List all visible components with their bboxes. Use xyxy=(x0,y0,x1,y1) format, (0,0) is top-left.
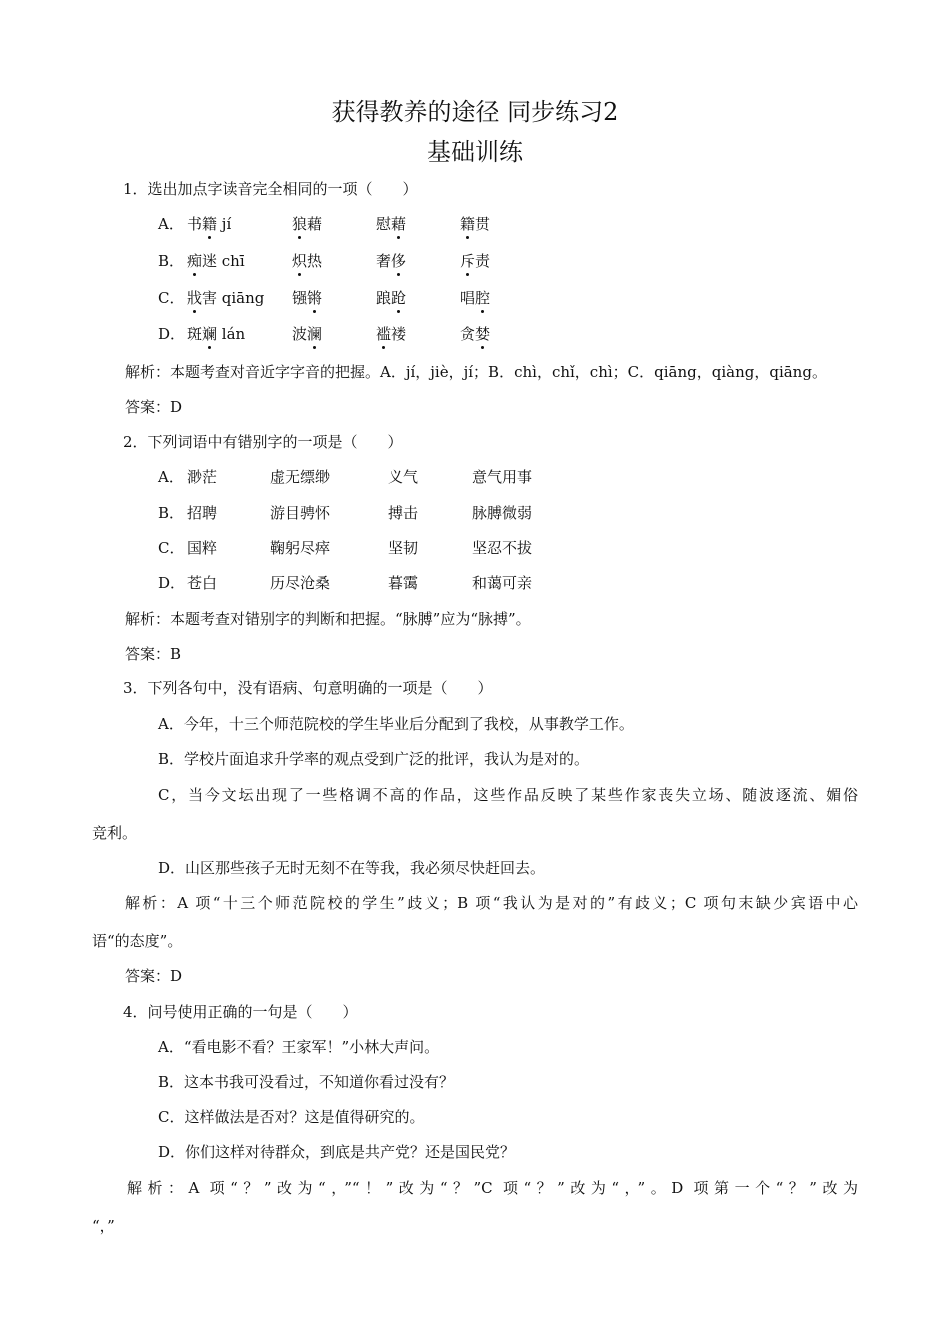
option-word: 招聘 xyxy=(187,504,218,522)
option-letter: B． xyxy=(158,252,185,270)
option-word: 渺茫 xyxy=(187,468,218,486)
option-word: 搏击 xyxy=(388,504,419,522)
option-word: 镪锵 xyxy=(292,289,323,307)
dotted-char: 藉 xyxy=(391,215,407,233)
question-4-option-c: C．这样做法是否对？这是值得研究的。 xyxy=(158,1108,425,1126)
option-word: 和蔼可亲 xyxy=(472,574,533,592)
option-word: 苍白 xyxy=(187,574,218,592)
question-3-option-a: A．今年，十三个师范院校的学生毕业后分配到了我校，从事教学工作。 xyxy=(158,715,634,733)
pinyin: 迷 chī xyxy=(202,252,245,270)
question-3-option-d: D．山区那些孩子无时无刻不在等我，我必须尽快赶回去。 xyxy=(158,859,546,877)
question-4-analysis-continued: “，” xyxy=(92,1217,115,1235)
option-word: 鞠躬尽瘁 xyxy=(270,539,331,557)
dotted-char: 戕 xyxy=(187,289,203,307)
question-1-stem: 1．选出加点字读音完全相同的一项（ ） xyxy=(123,180,418,198)
option-word: 虚无缥缈 xyxy=(270,468,331,486)
option-word: 历尽沧桑 xyxy=(270,574,331,592)
option-letter: B． xyxy=(158,504,185,522)
option-word: 国粹 xyxy=(187,539,218,557)
question-3-stem: 3．下列各句中，没有语病、句意明确的一项是（ ） xyxy=(123,679,493,697)
question-3-answer: 答案：D xyxy=(125,967,183,985)
option-letter: D． xyxy=(158,325,186,343)
dotted-char: 澜 xyxy=(307,325,323,343)
option-word: 波澜 xyxy=(292,325,323,343)
question-3-option-c: C，当今文坛出现了一些格调不高的作品，这些作品反映了某些作家丧失立场、随波逐流、媚俗 xyxy=(158,786,858,804)
question-3-option-b: B．学校片面追求升学率的观点受到广泛的批评，我认为是对的。 xyxy=(158,750,590,768)
option-word: 脉膊微弱 xyxy=(472,504,533,522)
option-word: 踉跄 xyxy=(376,289,407,307)
plain-char: 斑 xyxy=(187,325,203,343)
dotted-char: 籍 xyxy=(202,215,218,233)
option-word: 慰藉 xyxy=(376,215,407,233)
dotted-char: 狼 xyxy=(292,215,308,233)
option-word: 意气用事 xyxy=(472,468,533,486)
option-word xyxy=(187,251,245,271)
dotted-char: 籍 xyxy=(460,215,476,233)
option-word xyxy=(187,324,245,344)
dotted-char: 跄 xyxy=(391,289,407,307)
option-word: 籍贯 xyxy=(460,215,491,233)
option-word: 坚韧 xyxy=(388,539,419,557)
option-word xyxy=(187,288,264,308)
option-word: 贪婪 xyxy=(460,325,491,343)
option-letter: D． xyxy=(158,574,186,592)
dotted-char: 腔 xyxy=(475,289,491,307)
option-word: 炽热 xyxy=(292,252,323,270)
option-letter: A． xyxy=(158,215,184,233)
section-heading: 基础训练 xyxy=(427,138,523,166)
question-4-stem: 4．问号使用正确的一句是（ ） xyxy=(123,1003,358,1021)
option-word: 暮霭 xyxy=(388,574,419,592)
pinyin: 害 qiāng xyxy=(202,289,265,307)
plain-char: 书 xyxy=(187,215,203,233)
option-letter: C． xyxy=(158,289,185,307)
option-word: 游目骋怀 xyxy=(270,504,331,522)
dotted-char: 锵 xyxy=(307,289,323,307)
pinyin: lán xyxy=(217,325,246,343)
option-letter: C． xyxy=(158,539,185,557)
question-1-analysis: 解析：本题考查对音近字字音的把握。A．jí，jiè，jí；B．chì，chǐ，chì；C．qiāng，qiàng，qiāng。 xyxy=(125,363,827,381)
option-word xyxy=(187,214,231,234)
option-word: 奢侈 xyxy=(376,252,407,270)
option-letter: A． xyxy=(158,468,184,486)
option-word: 狼藉 xyxy=(292,215,323,233)
dotted-char: 侈 xyxy=(391,252,407,270)
question-1-answer: 答案：D xyxy=(125,398,183,416)
option-word: 坚忍不拔 xyxy=(472,539,533,557)
question-2-stem: 2．下列词语中有错别字的一项是（ ） xyxy=(123,433,403,451)
option-word: 斥责 xyxy=(460,252,491,270)
document-title: 获得教养的途径 同步练习2 xyxy=(331,98,619,126)
dotted-char: 斥 xyxy=(460,252,476,270)
question-4-option-d: D．你们这样对待群众，到底是共产党？还是国民党？ xyxy=(158,1143,516,1161)
dotted-char: 褴 xyxy=(376,325,392,343)
question-2-answer: 答案：B xyxy=(125,645,182,663)
question-4-option-b: B．这本书我可没看过，不知道你看过没有？ xyxy=(158,1073,455,1091)
question-3-analysis: 解析：A 项“十三个师范院校的学生”歧义；B 项“我认为是对的”有歧义；C 项句末缺少宾语中心 xyxy=(125,894,858,912)
question-4-analysis: 解析：A 项“？”改为“，”“！”改为“？”C 项“？”改为“，”。D 项第一个“？”改为 xyxy=(127,1179,858,1197)
question-3-option-c-continued: 竞利。 xyxy=(92,824,138,842)
option-word: 唱腔 xyxy=(460,289,491,307)
dotted-char: 痴 xyxy=(187,252,203,270)
question-4-option-a: A．“看电影不看？王家军！”小林大声问。 xyxy=(158,1038,440,1056)
question-2-analysis: 解析：本题考查对错别字的判断和把握。“脉膊”应为“脉搏”。 xyxy=(125,610,531,628)
dotted-char: 斓 xyxy=(202,325,218,343)
pinyin: jí xyxy=(217,215,232,233)
option-word: 褴褛 xyxy=(376,325,407,343)
dotted-char: 炽 xyxy=(292,252,308,270)
option-word: 义气 xyxy=(388,468,419,486)
question-3-analysis-continued: 语“的态度”。 xyxy=(92,932,183,950)
dotted-char: 婪 xyxy=(475,325,491,343)
